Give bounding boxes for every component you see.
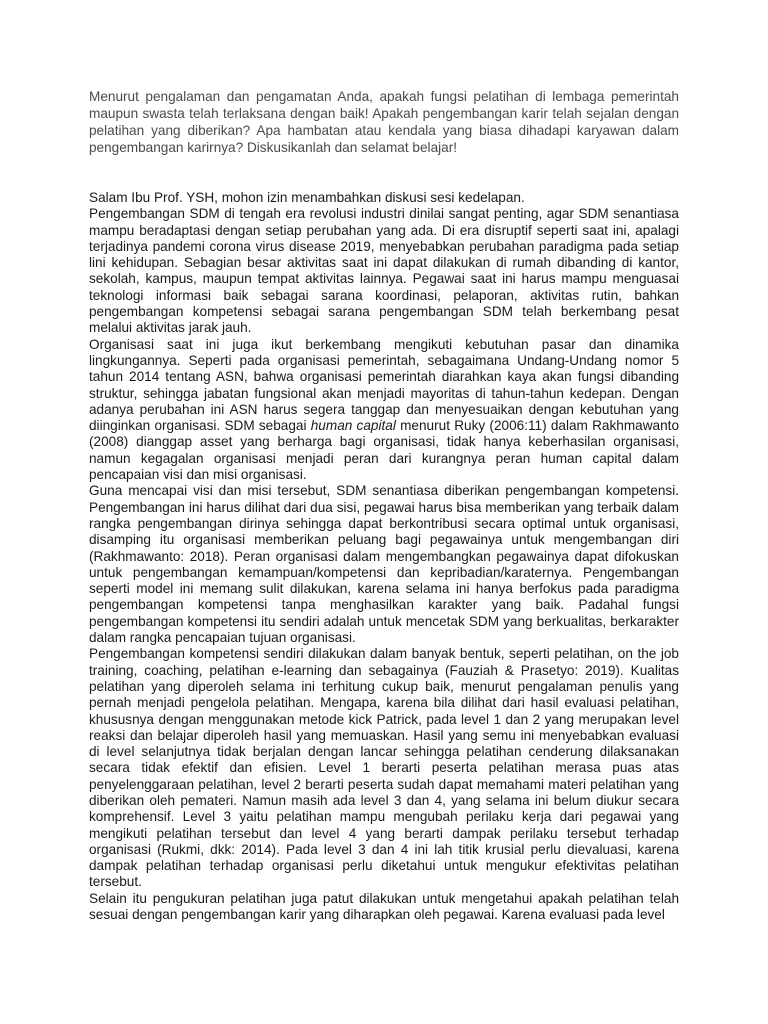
answer-paragraph-2	[89, 337, 679, 484]
paragraph-2-text-start: Organisasi saat ini juga ikut berkembang mengikuti kebutuhan pasar dan dinamika lingkungannya. Seperti pada organisasi pemerintah, sebagaimana Undang-Undang nomor 5 tahun 2014 tentang ASN, bahwa organisasi pemerintah diarahkan kaya akan fungsi dibanding struktur, sehingga jabatan fungsional akan menjadi mayoritas di tahun-tahun kedepan. Dengan adanya perubahan ini ASN harus segera tanggap dan menyesuaikan dengan kebutuhan yang diinginkan organisasi. SDM sebagai	[89, 336, 679, 434]
answer-paragraph-1: Pengembangan SDM di tengah era revolusi industri dinilai sangat penting, agar SDM senantiasa mampu beradaptasi dengan setiap perubahan yang ada. Di era disruptif seperti saat ini, apalagi terjadinya pandemi corona virus disease 2019, menyebabkan perubahan paradigma pada setiap lini kehidupan. Sebagian besar aktivitas saat ini dapat dilakukan di rumah dibanding di kantor, sekolah, kampus, maupun tempat aktivitas lainnya. Pegawai saat ini harus mampu menguasai teknologi informasi baik sebagai sarana koordinasi, pelaporan, aktivitas rutin, bahkan pengembangan kompetensi sebagai sarana pengembangan SDM telah berkembang pesat melalui aktivitas jarak jauh.	[89, 206, 679, 336]
answer-greeting: Salam Ibu Prof. YSH, mohon izin menambahkan diskusi sesi kedelapan.	[89, 190, 525, 205]
answer-paragraph-3: Guna mencapai visi dan misi tersebut, SDM senantiasa diberikan pengembangan kompetensi. Pengembangan ini harus dilihat dari dua sisi, pegawai harus bisa memberikan yang terbaik dalam rangka pengembangan dirinya sehingga dapat berkontribusi secara optimal untuk organisasi, disamping itu organisasi memberikan peluang bagi pegawainya untuk mengembangan diri (Rakhmawanto: 2018). Peran organisasi dalam mengembangkan pegawainya dapat difokuskan untuk pengembangan kemampuan/kompetensi dan kepribadian/karaternya. Pengembangan seperti model ini memang sulit dilakukan, karena selama ini hanya berfokus pada paradigma pengembangan kompetensi tanpa menghasilkan karakter yang baik. Padahal fungsi pengembangan kompetensi itu sendiri adalah untuk mencetak SDM yang berkualitas, berkarakter dalam rangka pencapaian tujuan organisasi.	[89, 483, 679, 646]
paragraph-2-text-end: menurut Ruky (2006:11) dalam Rakhmawanto (2008) dianggap asset yang berharga bagi organisasi, tidak hanya keberhasilan organisasi, namun kegagalan organisasi menjadi peran dari kurangnya peran human capital dalam pencapaian visi dan misi organisasi.	[89, 418, 680, 483]
answer-paragraph-4: Pengembangan kompetensi sendiri dilakukan dalam banyak bentuk, seperti pelatihan, on the job training, coaching, pelatihan e-learning dan sebagainya (Fauziah & Prasetyo: 2019). Kualitas pelatihan yang diperoleh selama ini terhitung cukup baik, menurut pengalaman penulis yang pernah menjadi pengelola pelatihan. Mengapa, karena bila dilihat dari hasil evaluasi pelatihan, khususnya dengan menggunakan metode kick Patrick, pada level 1 dan 2 yang merupakan level reaksi dan belajar diperoleh hasil yang memuaskan. Hasil yang semu ini menyebabkan evaluasi di level selanjutnya tidak berjalan dengan lancar sehingga pelatihan cenderung dilaksanakan secara tidak efektif dan efisien. Level 1 berarti peserta pelatihan merasa puas atas penyelenggaraan pelatihan, level 2 berarti peserta sudah dapat memahami materi pelatihan yang diberikan oleh pemateri. Namun masih ada level 3 dan 4, yang selama ini belum diukur secara komprehensif. Level 3 yaitu pelatihan mampu mengubah perilaku kerja dari pegawai yang mengikuti pelatihan tersebut dan level 4 yang berarti dampak perilaku tersebut terhadap organisasi (Rukmi, dkk: 2014). Pada level 3 dan 4 ini lah titik krusial perlu dievaluasi, karena dampak pelatihan terhadap organisasi perlu diketahui untuk mengukur efektivitas pelatihan tersebut.	[89, 646, 679, 890]
answer-paragraph-5: Selain itu pengukuran pelatihan juga patut dilakukan untuk mengetahui apakah pelatihan telah sesuai dengan pengembangan karir yang diharapkan oleh pegawai. Karena evaluasi pada level	[89, 890, 679, 923]
discussion-answer	[89, 190, 679, 923]
discussion-question: Menurut pengalaman dan pengamatan Anda, apakah fungsi pelatihan di lembaga pemerintah maupun swasta telah terlaksana dengan baik! Apakah pengembangan karir telah sejalan dengan pelatihan yang diberikan? Apa hambatan atau kendala yang biasa dihadapi karyawan dalam pengembangan karirnya? Diskusikanlah dan selamat belajar!	[89, 89, 679, 155]
document-page	[89, 88, 679, 923]
human-capital-term: human capital	[310, 418, 396, 434]
